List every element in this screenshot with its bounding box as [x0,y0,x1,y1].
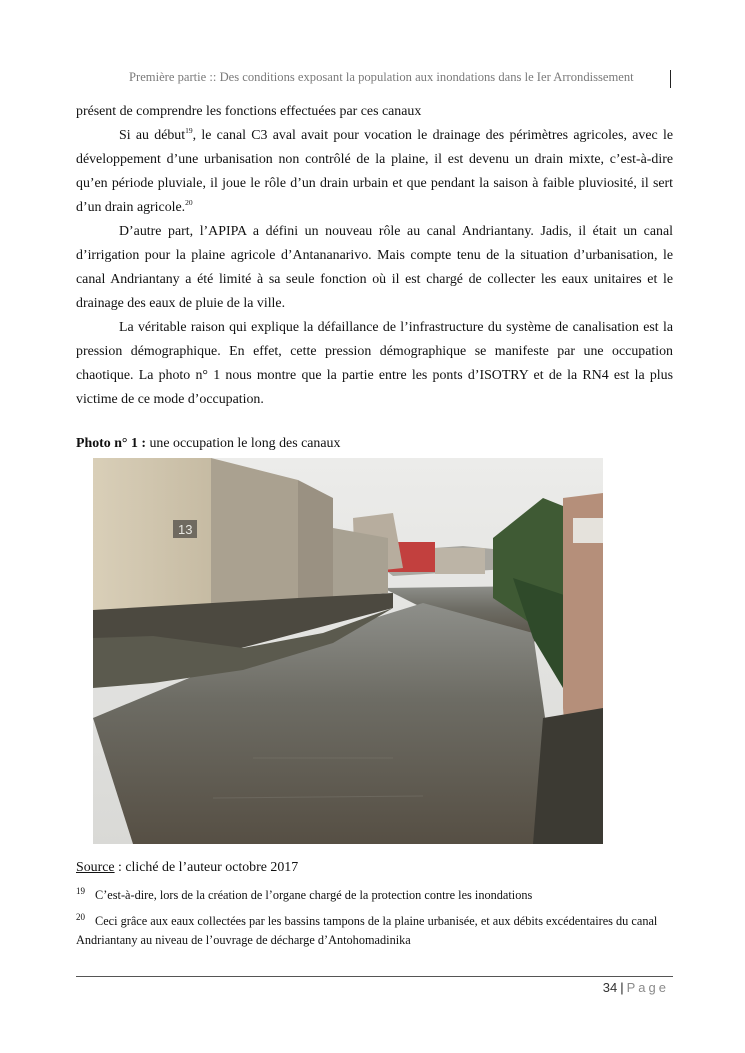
footer-separator: | [620,980,624,995]
photo-caption-text: une occupation le long des canaux [146,436,341,451]
canal-photo-illustration [93,458,603,844]
footer-rule [76,976,673,977]
footnote-number: 19 [76,886,85,896]
p1-text-a: Si au début [119,128,186,143]
page-footer [603,980,669,995]
page-word: Page [626,980,669,995]
body-text [76,100,673,412]
p1-text-b: , le canal C3 aval avait pour vocation le drainage des périmètres agricoles, avec le développement d’une urbanisation non contrôlé de la plaine, il est devenu un drain mixte, c’est-à-dire qu’en période pluviale, il joue le rôle d’un drain urbain et que pendant la saison à faible pluviosité, il sert d’un drain agricole. [76,128,673,215]
footnote-text: C’est-à-dire, lors de la création de l’organe chargé de la protection contre les inondations [95,888,533,902]
wall-number: 13 [178,522,193,537]
footnote-number: 20 [76,912,85,922]
source-text: : cliché de l’auteur octobre 2017 [114,860,299,875]
photo-caption-label: Photo n° 1 : [76,436,146,451]
footnote-text: Ceci grâce aux eaux collectées par les bassins tampons de la plaine urbanisée, et aux débits excédentaires du canal Andriantany au niveau de l’ouvrage de décharge d’Antohomadinika [76,914,658,947]
page-number: 34 [602,980,618,995]
photo-caption [76,436,340,452]
running-header: Première partie :: Des conditions exposant la population aux inondations dans le Ier Arrondissement [129,70,634,84]
footnote-19 [76,886,673,905]
source-label: Source [76,860,115,875]
canal-photo [93,458,603,844]
footnote-ref-19[interactable]: 19 [185,126,193,135]
footnote-ref-20[interactable]: 20 [185,198,193,207]
footnote-20 [76,912,673,950]
paragraph-continuation: présent de comprendre les fonctions effectuées par ces canaux [76,104,422,119]
paragraph-c3-canal [76,124,673,220]
header-rule [670,70,671,88]
paragraph-apipa: D’autre part, l’APIPA a défini un nouveau rôle au canal Andriantany. Jadis, il était un canal d’irrigation pour la plaine agricole d’Antananarivo. Mais compte tenu de la situation d’urbanisation, le canal Andriantany a été limité à sa seule fonction où il est chargé de collecter les eaux unitaires et le drainage des eaux de pluie de la ville. [76,224,673,311]
paragraph-pression: La véritable raison qui explique la défaillance de l’infrastructure du système de canalisation est la pression démographique. En effet, cette pression démographique se manifeste par une occupation chaotique. La photo n° 1 nous montre que la partie entre les ponts d’ISOTRY et de la RN4 est la plus victime de ce mode d’occupation. [76,320,673,407]
photo-source [76,860,298,876]
